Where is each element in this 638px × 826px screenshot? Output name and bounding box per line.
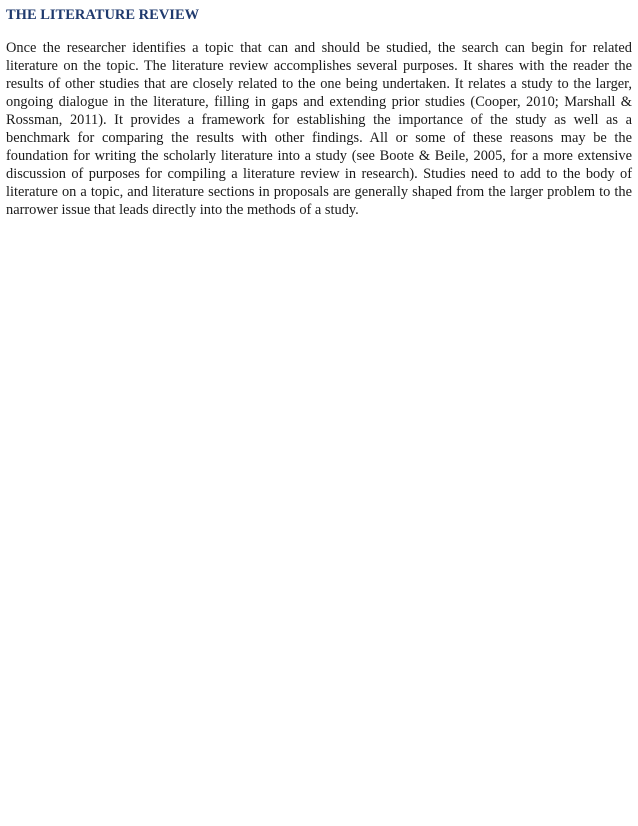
body-paragraph: Once the researcher identifies a topic that can and should be studied, the search can begin for related literature on the topic. The literature review accomplishes several purposes. It shares with the reader the results of other studies that are closely related to the one being undertaken. It relates a study to the larger, ongoing dialogue in the literature, filling in gaps and extending prior studies (Cooper, 2010; Marshall & Rossman, 2011). It provides a framework for establishing the importance of the study as well as a benchmark for comparing the results with other findings. All or some of these reasons may be the foundation for writing the scholarly literature into a study (see Boote & Beile, 2005, for a more extensive discussion of purposes for compiling a literature review in research). Studies need to add to the body of literature on a topic, and literature sections in proposals are generally shaped from the larger problem to the narrower issue that leads directly into the methods of a study. — [6, 40, 632, 218]
section-heading: THE LITERATURE REVIEW — [6, 7, 200, 23]
